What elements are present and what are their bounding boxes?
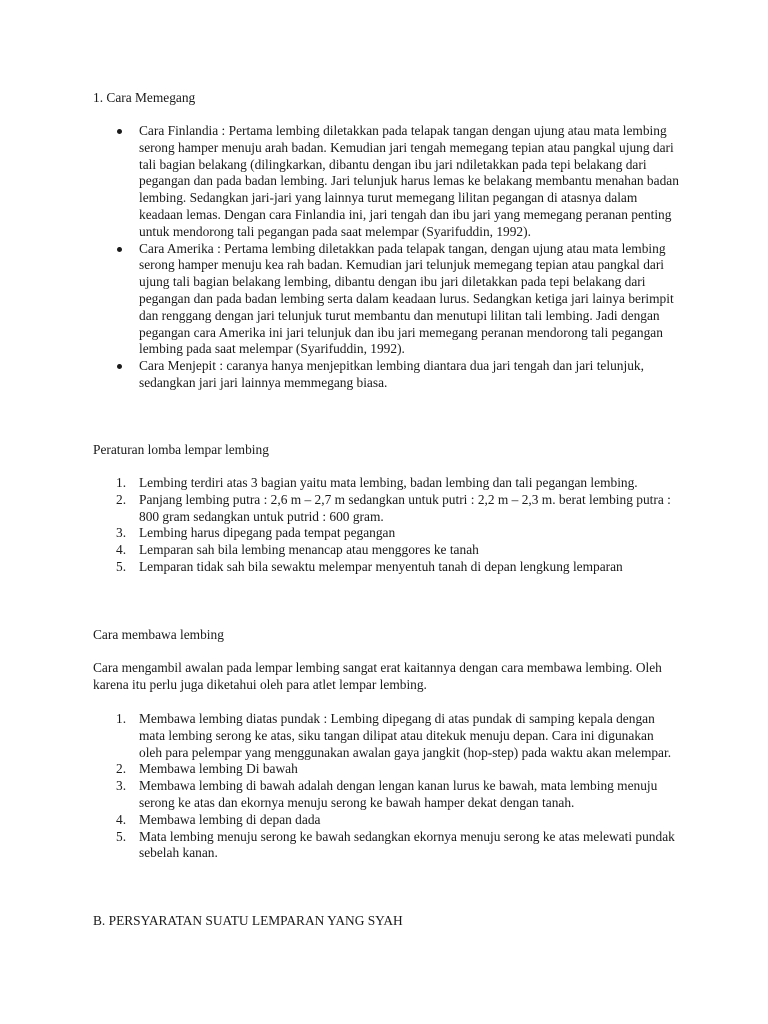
list-number: 2. (116, 761, 127, 777)
list-item-text: Membawa lembing Di bawah (139, 761, 298, 777)
list-item (116, 542, 679, 559)
list-item (116, 761, 679, 778)
list-item-cara-amerika: Cara Amerika : Pertama lembing diletakkan pada telapak tangan, dengan ujung atau mata lembing serong hamper menuju kea rah badan. Kemudian jari telunjuk memegang tepian atau pangkal dari ujung tali bagian belakang lembing, dibantu dengan ibu jari diletakkan pada tepi belakang dari pegangan dan pada badan lembing serta dalam keadaan lurus. Sedangkan ketiga jari lainya berimpit dan renggang dengan jari telunjuk turut membantu dan menutupi lilitan tali lembing. Jadi dengan pegangan cara Amerika ini jari telunjuk dan ibu jari memegang peranan mendorong tali pegangan lembing pada saat melempar (Syarifuddin, 1992). (139, 241, 679, 359)
list-number: 2. (116, 491, 127, 507)
list-item (116, 475, 679, 492)
section-heading-cara-membawa: Cara membawa lembing (93, 627, 224, 642)
intro-paragraph: Cara mengambil awalan pada lempar lembing sangat erat kaitannya dengan cara membawa lembing. Oleh karena itu perlu juga diketahui oleh para atlet lempar lembing. (93, 660, 662, 692)
list-item (116, 491, 679, 526)
carry-methods-list (116, 711, 679, 862)
list-number: 5. (116, 828, 127, 844)
list-item (116, 828, 679, 863)
list-item-text: Membawa lembing di depan dada (139, 811, 321, 827)
list-number: 1. (116, 711, 127, 726)
list-item-text: Lemparan sah bila lembing menancap atau menggores ke tanah (139, 542, 479, 558)
list-number: 1. (116, 475, 127, 490)
list-item-text: Panjang lembing putra : 2,6 m – 2,7 m sedangkan untuk putri : 2,2 m – 2,3 m. berat lembing putra : 800 gram sedangkan untuk putrid : 600 gram. (139, 491, 671, 524)
list-number: 4. (116, 542, 127, 558)
list-item (116, 558, 679, 576)
grip-methods-list (139, 123, 679, 392)
list-item-cara-finlandia: Cara Finlandia : Pertama lembing diletakkan pada telapak tangan dengan ujung atau mata lembing serong hamper menuju arah badan. Kemudian jari tengah memegang tepian atau pangkal ujung dari tali bagian belakang (dilingkarkan, dibantu dengan ibu jari ndiletakkan pada tepi belakang dari pegangan dan pada badan lembing. Jari telunjuk harus lemas ke belakang membantu menahan badan lembing. Sedangkan jari-jari yang lainnya turut memegang lilitan pegangan di atasnya dalam keadaan lemas. Dengan cara Finlandia ini, jari tengah dan ibu jari yang memegang peranan penting untuk mendorong tali pegangan pada saat melempar (Syarifuddin, 1992). (139, 123, 679, 239)
list-item-text: Mata lembing menuju serong ke bawah sedangkan ekornya menuju serong ke atas melewati pundak sebelah kanan. (139, 828, 675, 861)
list-number: 3. (116, 778, 127, 794)
section-heading-persyaratan: B. PERSYARATAN SUATU LEMPARAN YANG SYAH (93, 913, 403, 928)
list-item (116, 811, 679, 829)
list-number: 3. (116, 525, 127, 541)
list-item-text: Lemparan tidak sah bila sewaktu melempar menyentuh tanah di depan lengkung lemparan (139, 558, 623, 574)
list-item-text: Membawa lembing diatas pundak : Lembing dipegang di atas pundak di samping kepala dengan mata lembing serong ke atas, siku tangan dilipat atau ditekuk menuju depan. Cara ini digunakan oleh para pelempar yang menggunakan awalan gaya jangkit (hop-step) pada waktu akan melempar. (139, 711, 672, 760)
list-item-text: Lembing harus dipegang pada tempat pegangan (139, 525, 396, 541)
list-item-text: Lembing terdiri atas 3 bagian yaitu mata lembing, badan lembing dan tali pegangan lembing. (139, 475, 638, 490)
list-item-text: Membawa lembing di bawah adalah dengan lengan kanan lurus ke bawah, mata lembing menuju serong ke atas dan ekornya menuju serong ke bawah hamper dekat dengan tanah. (139, 778, 658, 810)
list-number: 5. (116, 558, 127, 574)
list-item (116, 778, 679, 812)
section-heading-peraturan: Peraturan lomba lempar lembing (93, 442, 269, 457)
list-number: 4. (116, 811, 127, 827)
section-heading-cara-memegang: 1. Cara Memegang (93, 90, 196, 105)
list-item (116, 525, 679, 542)
list-item-cara-menjepit: Cara Menjepit : caranya hanya menjepitkan lembing diantara dua jari tengah dan jari telunjuk, sedangkan jari jari lainnya memmegang biasa. (139, 358, 679, 392)
list-item (116, 711, 679, 761)
rules-list (116, 475, 679, 576)
